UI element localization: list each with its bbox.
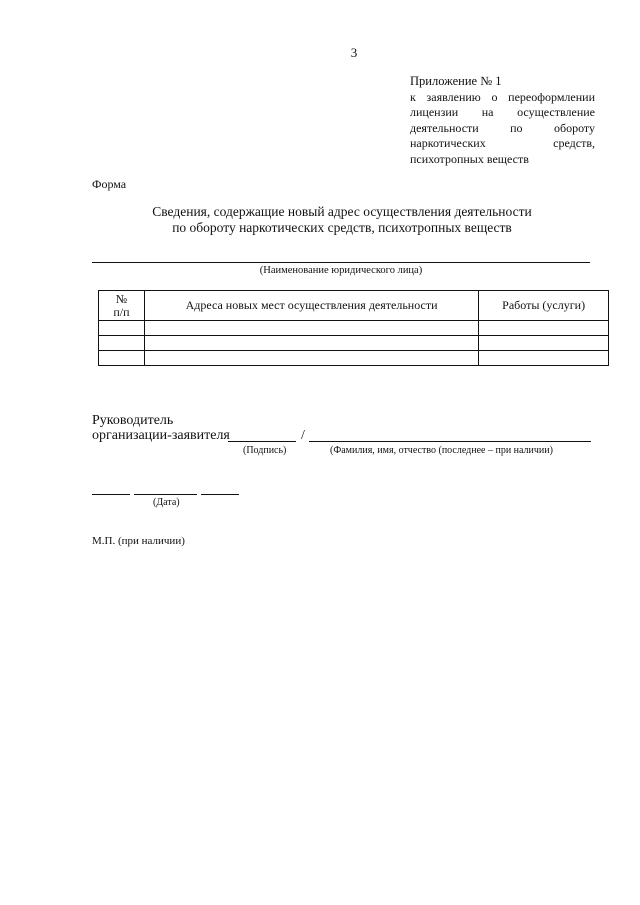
document-title-line: Сведения, содержащие новый адрес осуществления деятельности [152,204,532,219]
stamp-note: М.П. (при наличии) [92,535,185,547]
signatory-title-line2: организации-заявителя [92,428,230,443]
legal-entity-name-line [92,262,590,263]
appendix-line: психотропных веществ [410,151,529,166]
table-cell[interactable] [144,321,478,336]
table-row [99,336,609,351]
full-name-caption: (Фамилия, имя, отчество (последнее – при наличии) [330,445,553,456]
signature-field[interactable] [228,441,296,442]
signature-caption: (Подпись) [243,445,287,456]
appendix-line: деятельности по обороту [410,120,595,135]
table-cell[interactable] [479,321,609,336]
appendix-line: наркотических средств, [410,136,595,150]
legal-entity-caption: (Наименование юридического лица) [259,265,423,276]
table-cell[interactable] [144,336,478,351]
table-cell[interactable] [479,351,609,366]
appendix-line: к заявлению о переоформлении [410,89,595,104]
date-month-field[interactable] [134,494,197,495]
column-header-works: Работы (услуги) [479,291,609,321]
full-name-field[interactable] [309,441,591,442]
column-header-number: № п/п [99,291,145,321]
appendix-title: Приложение № 1 [410,74,502,88]
addresses-table [98,290,609,366]
table-cell[interactable] [99,336,145,351]
appendix-header [410,74,595,167]
signatory-title-line1: Руководитель [92,413,174,428]
table-cell[interactable] [479,336,609,351]
table-cell[interactable] [144,351,478,366]
signature-separator: / [301,428,305,443]
table-row [99,351,609,366]
date-day-field[interactable] [92,494,130,495]
table-cell[interactable] [99,351,145,366]
document-title-line: по обороту наркотических средств, психотропных веществ [172,220,512,235]
date-year-field[interactable] [201,494,239,495]
table-cell[interactable] [99,321,145,336]
date-caption: (Дата) [153,497,180,508]
table-header-row [99,291,609,321]
table-row [99,321,609,336]
page-number: 3 [350,45,358,60]
column-header-addresses: Адреса новых мест осуществления деятельности [144,291,478,321]
document-title [92,204,592,236]
form-label: Форма [92,177,127,191]
appendix-line: лицензии на осуществление [410,105,595,119]
